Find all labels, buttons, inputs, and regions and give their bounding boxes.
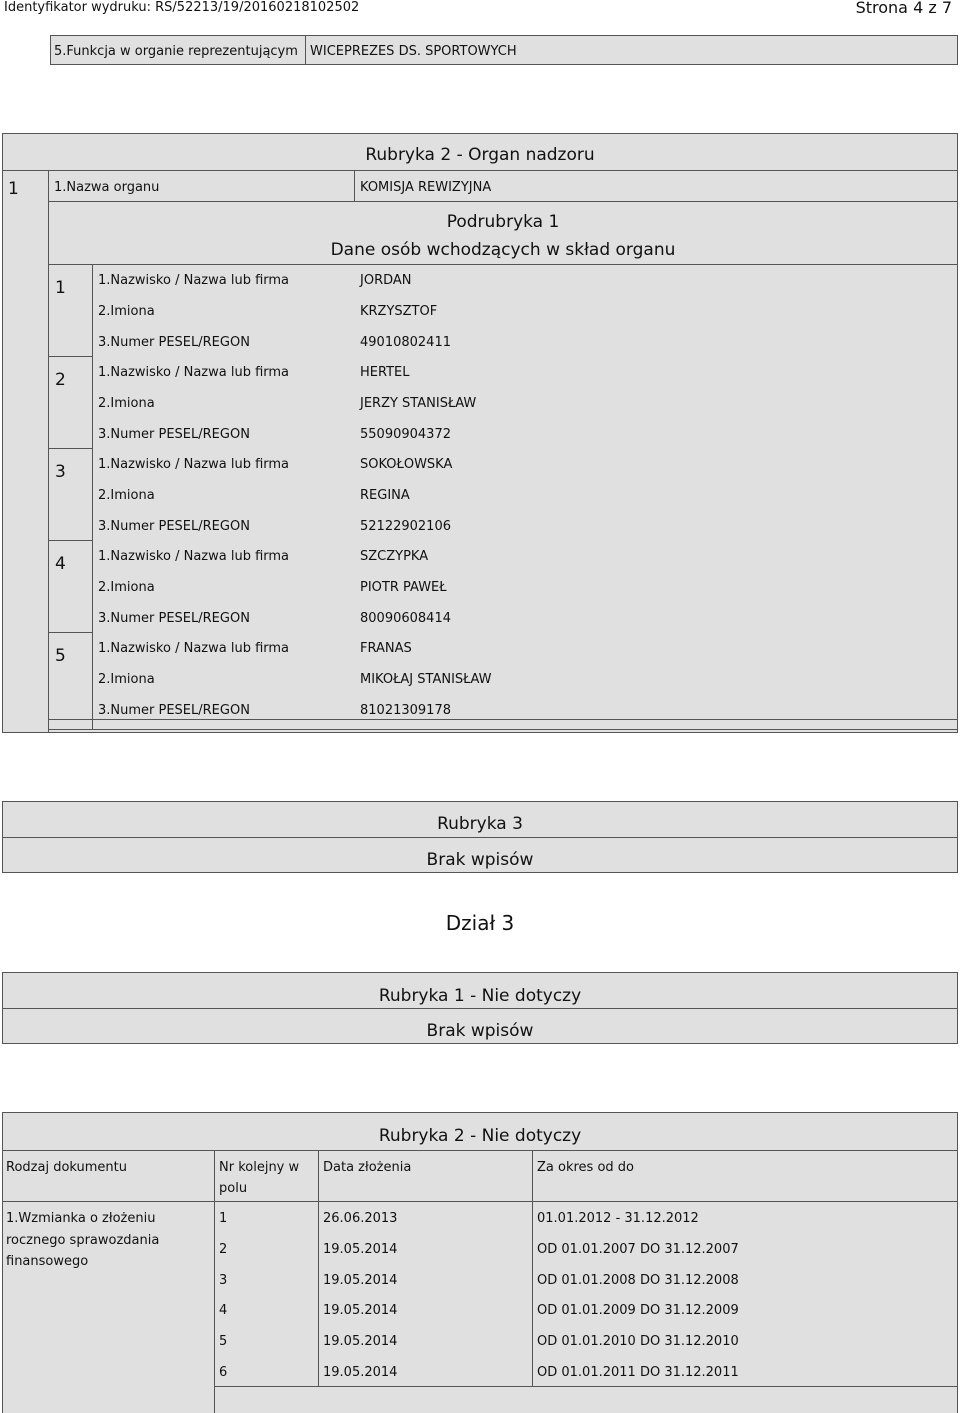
- rubryka-3-body: Brak wpisów: [426, 850, 534, 870]
- names-value: MIKOŁAJ STANISŁAW: [360, 672, 492, 687]
- pesel-label: 3.Numer PESEL/REGON: [98, 335, 250, 350]
- row-nr: 6: [219, 1365, 228, 1380]
- pesel-value: 80090608414: [360, 611, 451, 626]
- row-date: 19.05.2014: [323, 1334, 398, 1349]
- row-period: 01.01.2012 - 31.12.2012: [537, 1211, 699, 1226]
- names-value: REGINA: [360, 488, 410, 503]
- function-label: 5.Funkcja w organie reprezentującym: [54, 44, 298, 59]
- names-label: 2.Imiona: [98, 672, 155, 687]
- doc-type-line: finansowego: [6, 1254, 89, 1269]
- pesel-label: 3.Numer PESEL/REGON: [98, 703, 250, 718]
- row-nr: 1: [219, 1211, 228, 1226]
- organ-name-value: KOMISJA REWIZYJNA: [360, 180, 492, 195]
- names-label: 2.Imiona: [98, 488, 155, 503]
- person-index: 1: [55, 278, 66, 298]
- organ-name-label: 1.Nazwa organu: [54, 180, 160, 195]
- surname-label: 1.Nazwisko / Nazwa lub firma: [98, 641, 290, 656]
- names-label: 2.Imiona: [98, 580, 155, 595]
- names-label: 2.Imiona: [98, 396, 155, 411]
- pesel-value: 52122902106: [360, 519, 451, 534]
- row-date: 19.05.2014: [323, 1242, 398, 1257]
- function-value: WICEPREZES DS. SPORTOWYCH: [310, 44, 517, 59]
- doc-type-line: 1.Wzmianka o złożeniu: [6, 1211, 156, 1226]
- pesel-value: 55090904372: [360, 427, 451, 442]
- col-header-doc-type: Rodzaj dokumentu: [6, 1160, 127, 1175]
- person-index: 2: [55, 370, 66, 390]
- print-identifier: Identyfikator wydruku: RS/52213/19/20160218102502: [4, 0, 360, 15]
- surname-value: JORDAN: [360, 273, 412, 288]
- row-nr: 2: [219, 1242, 228, 1257]
- col-header-period: Za okres od do: [537, 1160, 634, 1175]
- row-period: OD 01.01.2008 DO 31.12.2008: [537, 1273, 739, 1288]
- col-header-date: Data złożenia: [323, 1160, 412, 1175]
- surname-value: FRANAS: [360, 641, 412, 656]
- pesel-value: 81021309178: [360, 703, 451, 718]
- names-value: JERZY STANISŁAW: [360, 396, 477, 411]
- row-period: OD 01.01.2007 DO 31.12.2007: [537, 1242, 739, 1257]
- row-nr: 5: [219, 1334, 228, 1349]
- pesel-value: 49010802411: [360, 335, 451, 350]
- row-date: 19.05.2014: [323, 1303, 398, 1318]
- rubryka-2-title: Rubryka 2 - Organ nadzoru: [365, 145, 595, 165]
- row-period: OD 01.01.2011 DO 31.12.2011: [537, 1365, 739, 1380]
- rubryka-3-title: Rubryka 3: [437, 814, 523, 834]
- row-nr: 3: [219, 1273, 228, 1288]
- row-period: OD 01.01.2009 DO 31.12.2009: [537, 1303, 739, 1318]
- page-number: Strona 4 z 7: [855, 0, 952, 17]
- d3-rubryka-2-title: Rubryka 2 - Nie dotyczy: [378, 1126, 582, 1146]
- surname-label: 1.Nazwisko / Nazwa lub firma: [98, 273, 290, 288]
- person-index: 5: [55, 646, 66, 666]
- row-period: OD 01.01.2010 DO 31.12.2010: [537, 1334, 739, 1349]
- d3-rubryka-1-title: Rubryka 1 - Nie dotyczy: [378, 986, 582, 1006]
- podrubryka-subtitle: Dane osób wchodzących w skład organu: [330, 240, 676, 260]
- row-nr: 4: [219, 1303, 228, 1318]
- podrubryka-title: Podrubryka 1: [446, 212, 560, 232]
- surname-value: SOKOŁOWSKA: [360, 457, 453, 472]
- col-header-nr-line1: Nr kolejny w: [219, 1160, 300, 1175]
- names-value: PIOTR PAWEŁ: [360, 580, 447, 595]
- pesel-label: 3.Numer PESEL/REGON: [98, 611, 250, 626]
- organ-index: 1: [8, 179, 19, 199]
- row-date: 26.06.2013: [323, 1211, 398, 1226]
- pesel-label: 3.Numer PESEL/REGON: [98, 427, 250, 442]
- dzial-3-heading: Dział 3: [445, 911, 515, 935]
- col-header-nr-line2: polu: [219, 1181, 248, 1196]
- row-date: 19.05.2014: [323, 1365, 398, 1380]
- person-index: 4: [55, 554, 66, 574]
- names-label: 2.Imiona: [98, 304, 155, 319]
- surname-value: SZCZYPKA: [360, 549, 429, 564]
- pesel-label: 3.Numer PESEL/REGON: [98, 519, 250, 534]
- names-value: KRZYSZTOF: [360, 304, 438, 319]
- d3-rubryka-1-body: Brak wpisów: [426, 1021, 534, 1041]
- surname-value: HERTEL: [360, 365, 410, 380]
- surname-label: 1.Nazwisko / Nazwa lub firma: [98, 365, 290, 380]
- person-index: 3: [55, 462, 66, 482]
- surname-label: 1.Nazwisko / Nazwa lub firma: [98, 549, 290, 564]
- doc-type-line: rocznego sprawozdania: [6, 1233, 160, 1248]
- row-date: 19.05.2014: [323, 1273, 398, 1288]
- surname-label: 1.Nazwisko / Nazwa lub firma: [98, 457, 290, 472]
